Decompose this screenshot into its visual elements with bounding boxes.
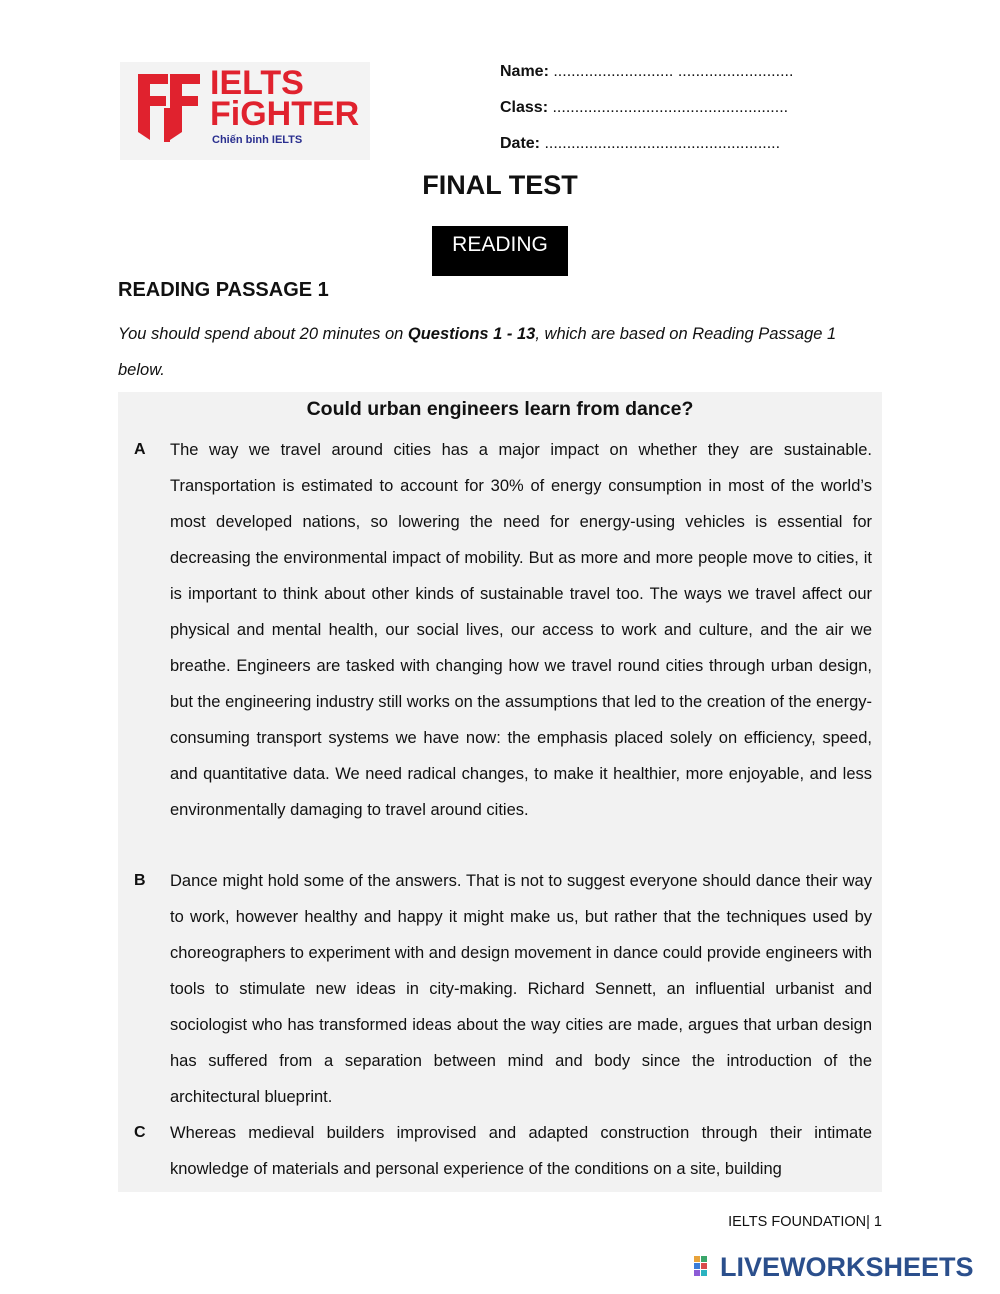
passage-box: [118, 392, 882, 1192]
name-blank[interactable]: ........................... ..........................: [548, 63, 794, 80]
page-title: FINAL TEST: [422, 170, 578, 200]
class-label: Class:: [500, 99, 549, 116]
reading-badge: READING: [432, 226, 568, 276]
paragraph-text: The way we travel around cities has a major impact on whether they are sustainable. Transportation is estimated to account for 30% of energy consumption in most of the world’s most developed nations, so lowering the need for energy-using vehicles is essential for decreasing the environmental impact of mobility. But as more and more people move to cities, it is important to think about other kinds of sustainable travel too. The ways we travel affect our physical and mental health, our social lives, our access to work and culture, and the air we breathe. Engineers are tasked with changing how we travel round cities through urban design, but the engineering industry still works on the assumptions that led to the creation of the energy-consuming transport systems we have now: the emphasis placed solely on efficiency, speed, and quantitative data. We need radical changes, to make it healthier, more enjoyable, and less environmentally damaging to travel around cities.: [170, 441, 872, 819]
liveworksheets-logo-icon: [694, 1254, 718, 1280]
paragraph-text: Whereas medieval builders improvised and adapted construction through their intimate knowledge of materials and personal experience of the conditions on a site, building: [170, 1124, 872, 1178]
instructions: [118, 316, 882, 388]
name-field[interactable]: [500, 60, 793, 96]
ielts-fighter-logo-icon: [120, 62, 210, 160]
paragraph-letter: C: [134, 1124, 146, 1141]
instructions-pre: You should spend about 20 minutes on: [118, 325, 408, 343]
logo-tagline: Chiến binh IELTS: [212, 134, 303, 146]
paragraph-letter: A: [134, 441, 146, 458]
date-blank[interactable]: .....................................................: [540, 135, 781, 152]
date-label: Date:: [500, 135, 541, 152]
student-info-fields: [500, 60, 793, 168]
paragraph-text: Dance might hold some of the answers. That is not to suggest everyone should dance their way to work, however healthy and happy it might make us, but rather that the techniques used by choreographers to experiment with and design movement in dance could provide engineers with tools to stimulate new ideas in city-making. Richard Sennett, an influential urbanist and sociologist who has transformed ideas about the way cities are made, argues that urban design has suffered from a separation between mind and body since the introduction of the architectural blueprint.: [170, 872, 872, 1106]
page-footer: IELTS FOUNDATION| 1: [728, 1214, 882, 1230]
date-field[interactable]: [500, 132, 793, 168]
class-field[interactable]: [500, 96, 793, 132]
liveworksheets-watermark: [694, 1252, 974, 1284]
instructions-questions: Questions 1 - 13: [407, 325, 536, 343]
logo-wordmark: IELTS FiGHTER: [210, 64, 360, 133]
ielts-fighter-logo: [120, 62, 370, 160]
paragraph-letter: B: [134, 872, 146, 889]
article-title: Could urban engineers learn from dance?: [306, 398, 694, 420]
class-blank[interactable]: .....................................................: [548, 99, 789, 116]
instructions-post: , which are based on Reading Passage 1 below.: [118, 325, 837, 379]
name-label: Name:: [500, 63, 549, 80]
section-heading: READING PASSAGE 1: [118, 279, 329, 301]
watermark-text: LIVEWORKSHEETS: [720, 1252, 974, 1282]
